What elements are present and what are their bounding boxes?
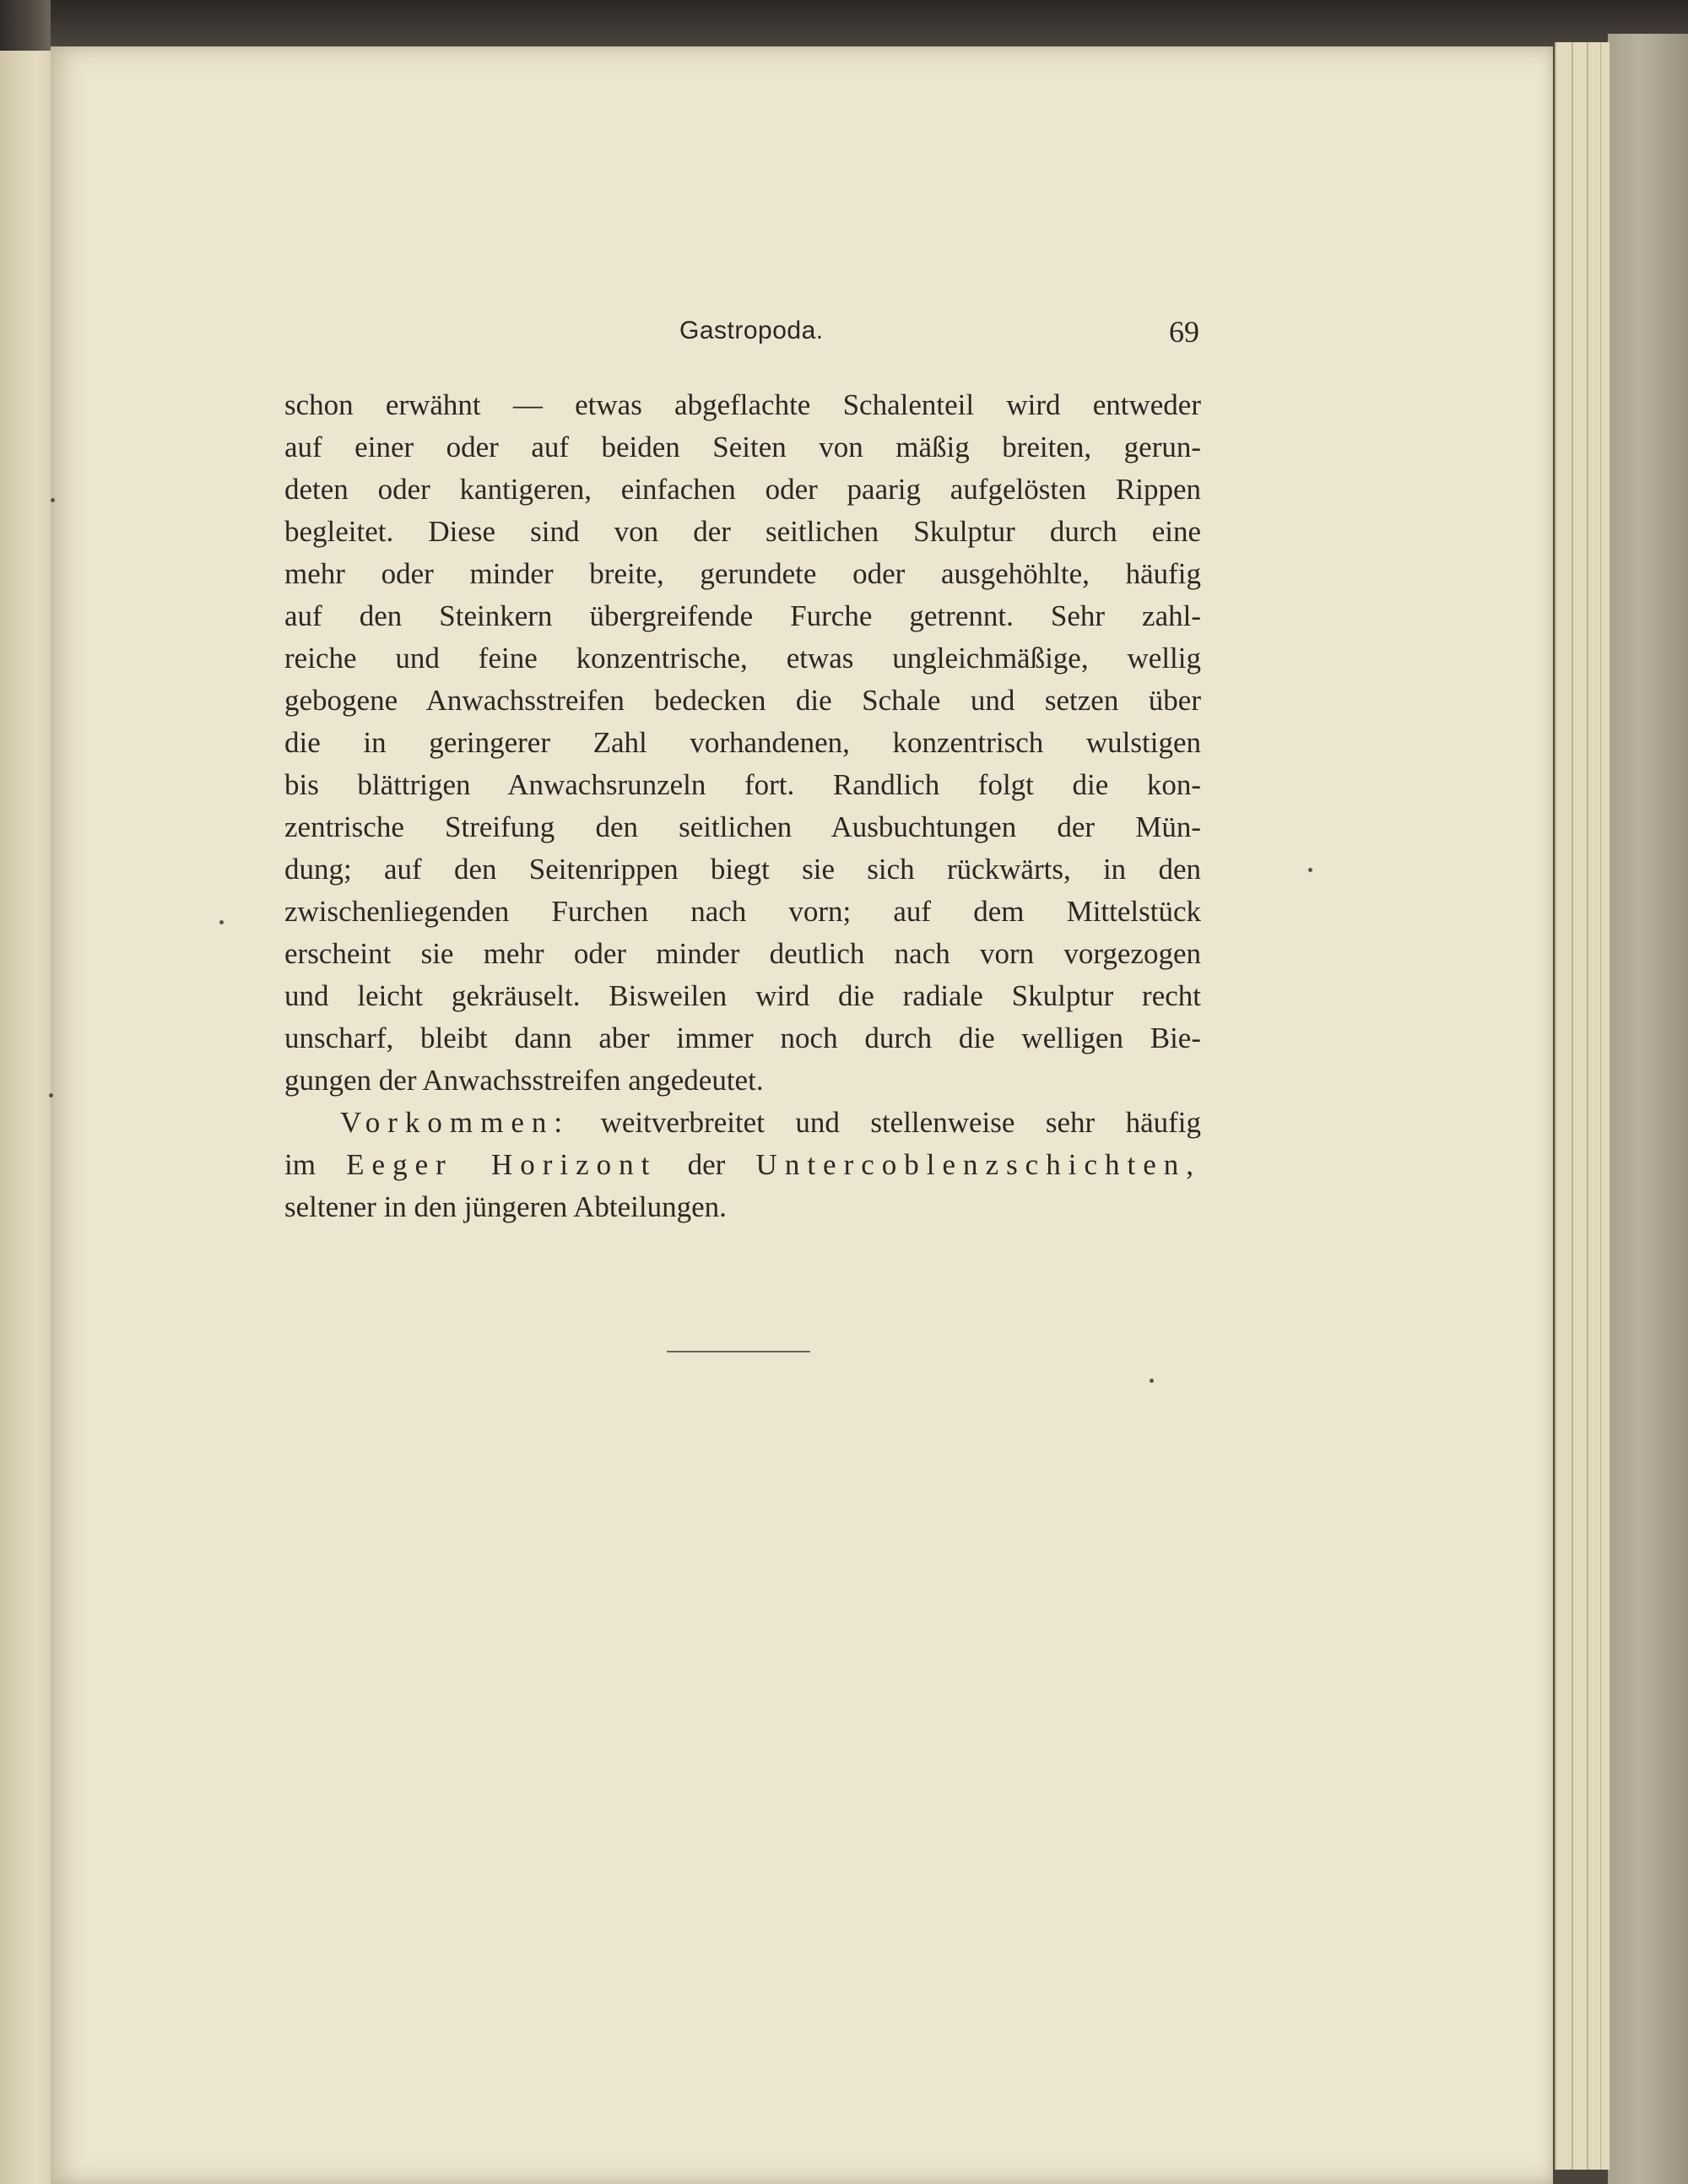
left-page-edge bbox=[0, 51, 52, 2184]
text-line: gebogene Anwachsstreifen bedecken die Schale und setzen über bbox=[284, 684, 1201, 717]
section-rule bbox=[667, 1351, 810, 1352]
page-stack-edge bbox=[1599, 42, 1610, 2170]
back-cover-edge bbox=[1608, 34, 1688, 2184]
occurrence-label: Vorkommen: bbox=[340, 1106, 571, 1139]
text-line: die in geringerer Zahl vorhandenen, konzentrisch wulstigen bbox=[284, 726, 1201, 759]
paper-speck bbox=[1150, 1379, 1154, 1383]
text-line: begleitet. Diese sind von der seitlichen Skulptur durch eine bbox=[284, 515, 1201, 548]
text-line: erscheint sie mehr oder minder deutlich nach vorn vorgezogen bbox=[284, 937, 1201, 970]
text-line: bis blättrigen Anwachsrunzeln fort. Randlich folgt die kon- bbox=[284, 768, 1201, 801]
text-line: auf einer oder auf beiden Seiten von mäßig breiten, gerun- bbox=[284, 431, 1201, 463]
running-head: Gastropoda. bbox=[679, 317, 824, 344]
text-line: zwischenliegenden Furchen nach vorn; auf dem Mittelstück bbox=[284, 895, 1201, 928]
paper-speck bbox=[49, 1093, 53, 1097]
paper-speck bbox=[51, 498, 55, 502]
strata-name: Untercoblenzschichten, bbox=[755, 1148, 1201, 1181]
occurrence-line bbox=[284, 1102, 1201, 1144]
paper-speck bbox=[219, 920, 224, 924]
text-line: und leicht gekräuselt. Bisweilen wird die radiale Skulptur recht bbox=[284, 979, 1201, 1012]
text-line: auf den Steinkern übergreifende Furche getrennt. Sehr zahl- bbox=[284, 599, 1201, 632]
paper-speck bbox=[1308, 868, 1312, 872]
occurrence-text: weitverbreitet und stellenweise sehr häufig bbox=[600, 1106, 1202, 1139]
text-line: gungen der Anwachsstreifen angedeutet. bbox=[284, 1064, 764, 1097]
text-line: zentrische Streifung den seitlichen Ausbuchtungen der Mün- bbox=[284, 810, 1201, 843]
body-text bbox=[284, 384, 1201, 1228]
page-stack-edge bbox=[1555, 42, 1572, 2170]
page-number: 69 bbox=[1169, 315, 1199, 349]
occurrence-text: der bbox=[687, 1148, 726, 1181]
occurrence-line: seltener in den jüngeren Abteilungen. bbox=[284, 1190, 727, 1223]
occurrence-line bbox=[284, 1144, 1201, 1186]
occurrence-text: im bbox=[284, 1148, 316, 1181]
text-line: reiche und feine konzentrische, etwas ungleichmäßige, wellig bbox=[284, 642, 1201, 675]
page-stack-edge bbox=[1587, 42, 1600, 2170]
text-line: dung; auf den Seitenrippen biegt sie sich rückwärts, in den bbox=[284, 853, 1201, 886]
text-line: unscharf, bleibt dann aber immer noch durch die welligen Bie- bbox=[284, 1022, 1201, 1054]
top-band bbox=[0, 0, 1688, 49]
text-line: schon erwähnt — etwas abgeflachte Schalenteil wird entweder bbox=[284, 388, 1201, 421]
horizon-name: Eeger Horizont bbox=[346, 1148, 657, 1181]
text-line: deten oder kantigeren, einfachen oder paarig aufgelösten Rippen bbox=[284, 473, 1201, 506]
page-stack-edge bbox=[1572, 42, 1587, 2170]
text-line: mehr oder minder breite, gerundete oder ausgehöhlte, häufig bbox=[284, 557, 1201, 590]
